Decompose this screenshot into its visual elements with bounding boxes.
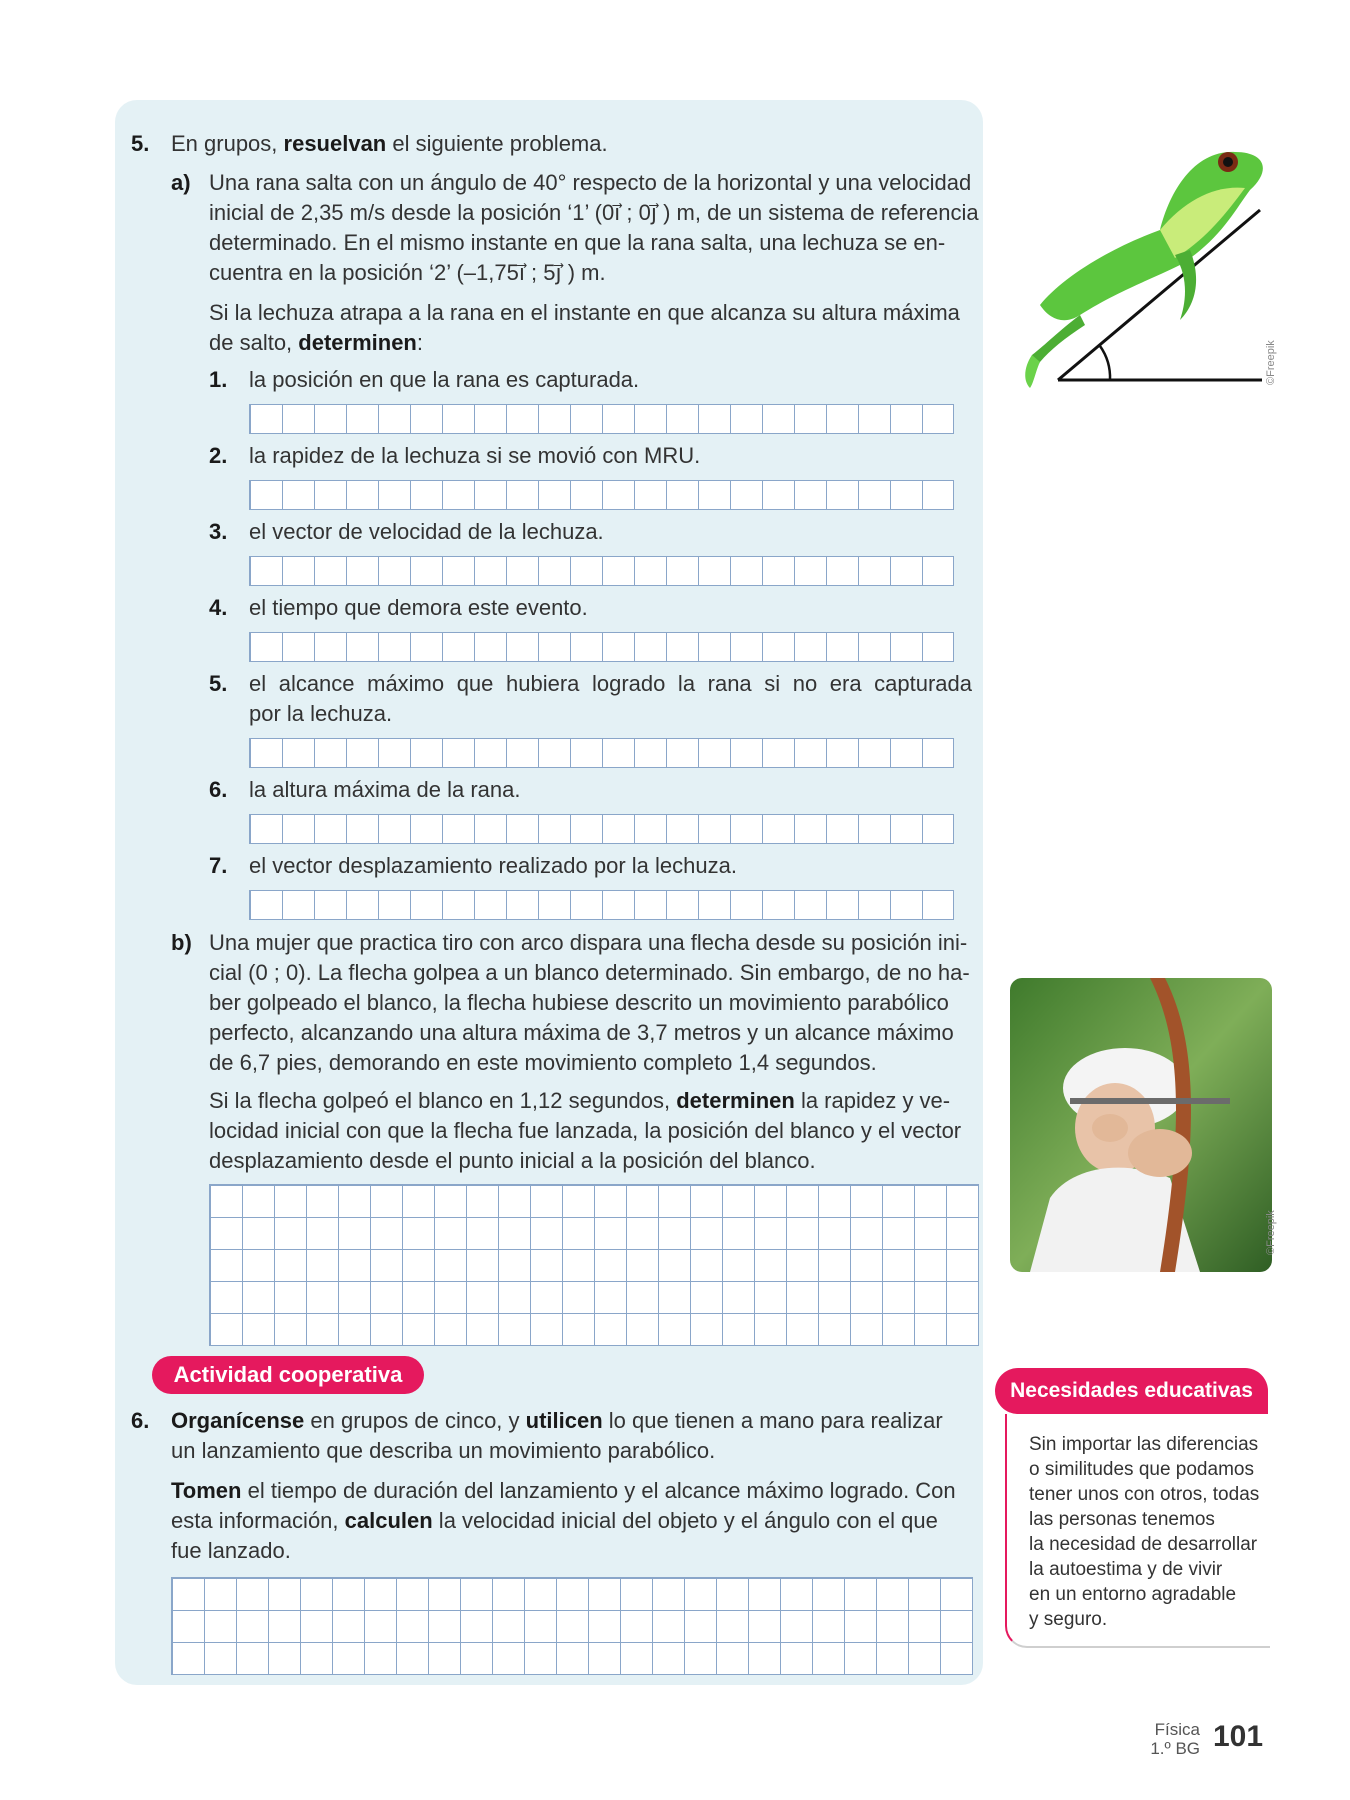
answer-grid[interactable] [249, 738, 954, 768]
item-text: el tiempo que demora este evento. [249, 595, 588, 620]
image-credit: ©Freepik [1265, 1210, 1277, 1255]
part-a-line: Si la lechuza atrapa a la rana en el instante en que alcanza su altura máxima [209, 300, 960, 325]
answer-grid-large[interactable] [209, 1184, 979, 1346]
answer-grid[interactable] [249, 632, 954, 662]
footer-subject: Física [1154, 1720, 1200, 1739]
part-b-label: b) [171, 930, 192, 955]
item-number: 2. [209, 443, 228, 468]
educational-needs-header: Necesidades educativas [995, 1368, 1268, 1414]
part-b-line: ber golpeado el blanco, la flecha hubiese descrito un movimiento parabólico [209, 990, 949, 1015]
item-text: la altura máxima de la rana. [249, 777, 521, 802]
educational-needs-text: Sin importar las diferencias o similitudes que podamos tener unos con otros, todas las personas tenemos la necesidad de desarrollar la autoestima y de vivir en un entorno agradable y seguro. [1029, 1434, 1260, 1630]
part-a-line: inicial de 2,35 m/s desde la posición ‘1’ (0i⃗ ; 0j⃗ ) m, de un sistema de referencia [209, 200, 979, 225]
item-text: el vector desplazamiento realizado por la lechuza. [249, 853, 737, 878]
answer-grid[interactable] [249, 480, 954, 510]
coop-line: fue lanzado. [171, 1538, 291, 1563]
part-b-line: de 6,7 pies, demorando en este movimiento completo 1,4 segundos. [209, 1050, 877, 1075]
footer-grade: 1.º BG [1150, 1739, 1200, 1758]
item-number: 1. [209, 367, 228, 392]
item-number: 5. [209, 671, 228, 696]
answer-grid[interactable] [249, 890, 954, 920]
item-number: 6. [209, 777, 228, 802]
coop-line: un lanzamiento que describa un movimiento parabólico. [171, 1438, 716, 1463]
item-number: 3. [209, 519, 228, 544]
answer-grid[interactable] [249, 404, 954, 434]
coop-line: esta información, calculen la velocidad inicial del objeto y el ángulo con el que [171, 1508, 938, 1533]
frog-illustration [1010, 130, 1280, 395]
item-text: el vector de velocidad de la lechuza. [249, 519, 604, 544]
archer-photo [1010, 978, 1272, 1272]
image-credit: ©Freepik [1265, 340, 1277, 385]
cooperative-activity-badge: Actividad cooperativa [152, 1356, 424, 1394]
item-number: 7. [209, 853, 228, 878]
part-b-line: perfecto, alcanzando una altura máxima de 3,7 metros y un alcance máximo [209, 1020, 954, 1045]
part-a-line: de salto, determinen: [209, 330, 423, 355]
item-text: la posición en que la rana es capturada. [249, 367, 640, 392]
question-intro: En grupos, resuelvan el siguiente problema. [171, 131, 608, 156]
item-number: 4. [209, 595, 228, 620]
page-number: 101 [1213, 1720, 1264, 1753]
part-b-line: cial (0 ; 0). La flecha golpea a un blanco determinado. Sin embargo, de no ha- [209, 960, 970, 985]
item-text: el alcance máximo que hubiera logrado la rana si no era capturada [249, 671, 972, 696]
part-b-line: Si la flecha golpeó el blanco en 1,12 segundos, determinen la rapidez y ve- [209, 1088, 951, 1113]
answer-grid[interactable] [249, 814, 954, 844]
item-text: por la lechuza. [249, 701, 393, 726]
question-number: 6. [131, 1408, 150, 1433]
part-a-label: a) [171, 170, 191, 195]
coop-line: Tomen el tiempo de duración del lanzamiento y el alcance máximo logrado. Con [171, 1478, 956, 1503]
part-b-line: locidad inicial con que la flecha fue lanzada, la posición del blanco y el vector [209, 1118, 962, 1143]
item-text: la rapidez de la lechuza si se movió con MRU. [249, 443, 701, 468]
answer-grid[interactable] [249, 556, 954, 586]
part-b-line: desplazamiento desde el punto inicial a la posición del blanco. [209, 1148, 816, 1173]
part-a-line: determinado. En el mismo instante en que la rana salta, una lechuza se en- [209, 230, 946, 255]
part-b-line: Una mujer que practica tiro con arco dispara una flecha desde su posición ini- [209, 930, 968, 955]
answer-grid-coop[interactable] [171, 1577, 973, 1675]
part-a-line: cuentra en la posición ‘2’ (–1,75i⃗ ; 5j⃗ ) m. [209, 260, 606, 285]
question-number: 5. [131, 131, 150, 156]
coop-line: Organícense en grupos de cinco, y utilicen lo que tienen a mano para realizar [171, 1408, 943, 1433]
part-a-line: Una rana salta con un ángulo de 40° respecto de la horizontal y una velocidad [209, 170, 972, 195]
